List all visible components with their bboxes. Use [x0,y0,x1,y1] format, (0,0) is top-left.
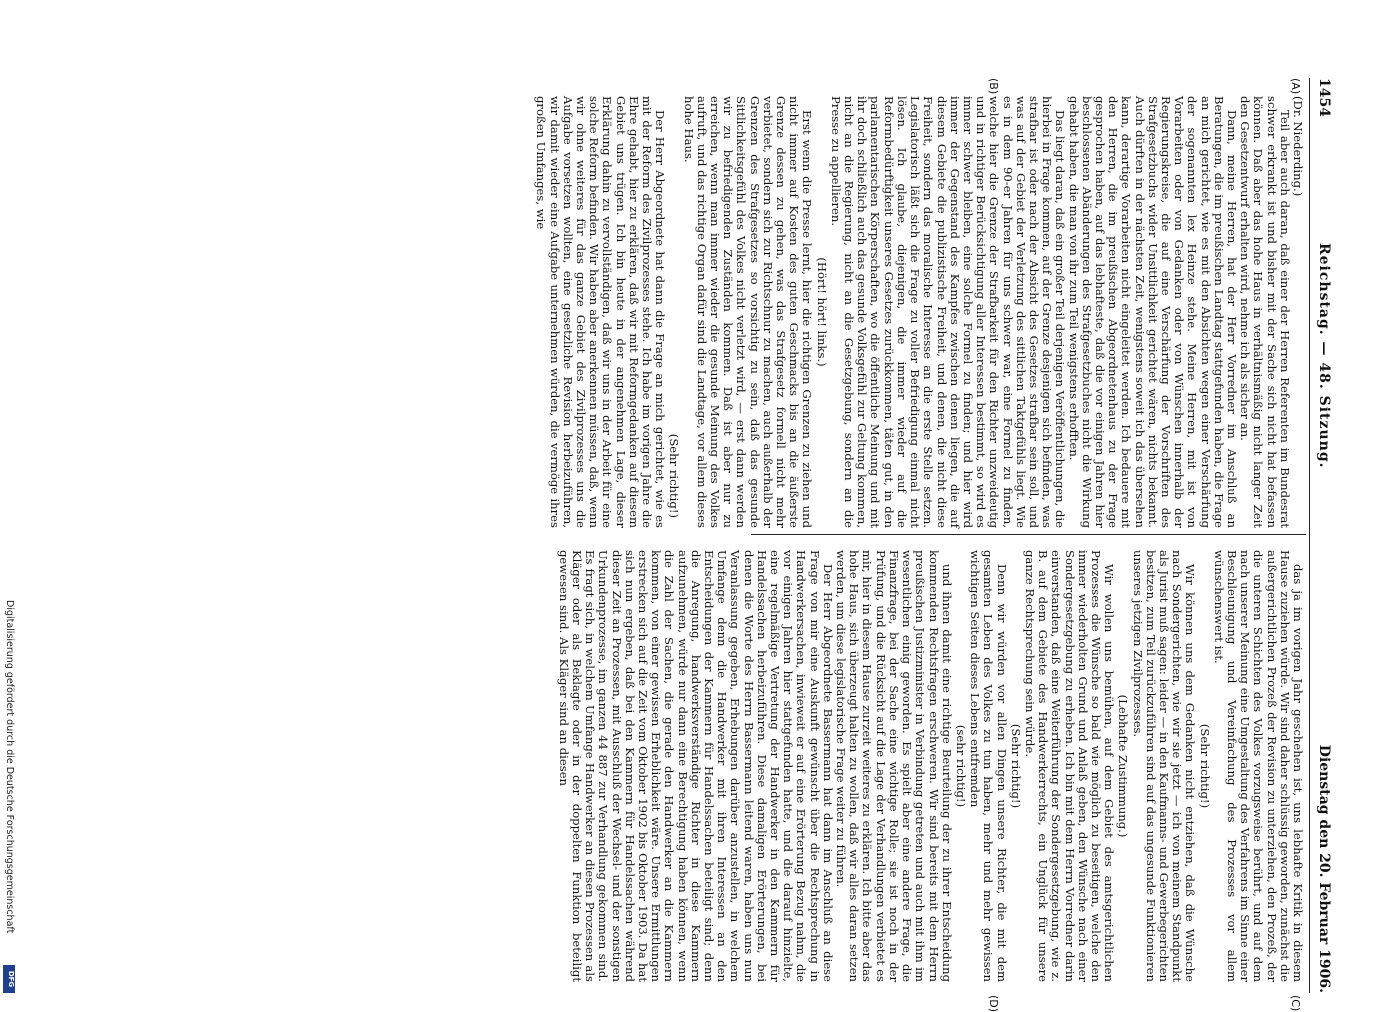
right-text-column [557,550,1304,982]
paragraph: Wir wollen uns bemühen, auf dem Gebiet des amtsgerichtlichen Prozesses die Wünsche so bald wie möglich zu beseitigen, welche den immer wiederholten Grund und Anlaß geben, den Wünsche nach einer Sondergesetzgebung zu erheben. Ich bin mit dem Herrn Vorredner darin einverstanden, daß eine Weiterführung der Sondergesetzgebung, wie z. B. auf dem Gebiete des Handwerkerrechts, ein Unglück für unsere ganze Rechtsprechung sein würde. [1022,550,1117,982]
margin-marker-d: (D) [987,995,1000,1012]
header-rule [1309,78,1310,993]
header-date: Dienstag den 20. Februar 1906. [1316,744,1332,993]
speaker-label: (Dr. Niederding.) [1291,96,1305,197]
paragraph: Erst wenn die Presse lernt, hier die richtigen Grenzen zu ziehen und nicht immer auf Kosten des guten Geschmacks bis an die äußerste Grenze dessen zu gehen, was das Strafgesetz formell nicht mehr verbietet, sondern sich zur Richtschnur zu machen, auch außerhalb der Grenzen des Strafgesetzes so vorsichtig zu sein, daß das gesunde Sittlichkeitsgefühl des Volkes nicht verletzt wird, — erst dann werden wir zu befriedigenden Zuständen kommen. Daß ist aber nur zu erreichen, wenn man immer wieder die gesunde Meinung des Volkes aufruft, und das richtige Organ dafür sind die Landtage, vor allem dieses hohe Haus. [681,96,815,528]
paragraph: das ja im vorigen Jahr geschehen ist, uns lebhafte Kritik in diesem Hause zuziehen würde. Wir sind daher schlüssig geworden, zunächst die außergerichtlichen Prozeß der Revision zu unterziehen, den Prozeß, der die unteren Schichten des Volkes vorzugsweise berührt, und auf dem nach unserer Meinung eine Umgestaltung des Verfahrens im Sinne einer Beschleunigung und Vereinfachung des Prozesses vor allem wünschenswert ist. [1211,550,1305,982]
paragraph: und ihnen damit eine richtige Beurteilung der zu ihrer Entscheidung kommenden Rechtsfragen erschweren. Wir sind bereits mit dem Herrn preußischen Justizminister in Verbindung getreten und auch mit ihm im wesentlichen einig geworden. Es spielt aber eine andere Frage, die Finanzfrage, bei der Sache eine wichtige Rolle; sie ist noch in der Prüfung, und die Rücksicht auf die Lage der Verhandlungen verbietet es mir, hier in diesem Hause zurzeit weiteres zu erklären. Ich bitte aber das hohe Haus, sich überzeugt halten zu wollen, daß wir alles daran setzen werden, um diese legislatorische Frage weiter zu führen. [834,550,954,982]
paragraph: Dann, meine Herren, hat der Herr Vorredner im Anschluß an Beratungen, die im preußischen Landtag stattgefunden haben, die Frage an mich gerichtet, wie es mit den Absichten wegen einer Verschärfung der sogenannten lex Heinze stehe. Meine Herren, mit ist von Vorarbeiten oder von Gedanken oder von Wünschen innerhalb der Regierungskreise, die auf eine Verschärfung der Vorschriften des Strafgesetzbuchs wider Unsittlichkeit gerichtet wären, nichts bekannt. Auch dürften in der nächsten Zeit, wenigstens soweit ich das übersehen kann, derartige Vorarbeiten nicht eingeleitet werden. Ich bedauere mit den Herren, die im preußischen Abgeordnetenhaus zu der Frage gesprochen haben, auf das lebhafteste, daß die vor einigen Jahren hier beschlossenen Abänderungen des Strafgesetzbuches nicht die Wirkung gehabt haben, die man von ihr zum Teil wenigstens erhofften. [1066,96,1239,528]
digitization-credit-text: Digitalisierung gefördert durch die Deutsche Forschungsgemeinschaft [4,600,15,934]
header-title: Reichstag. — 48. Sitzung. [1316,243,1332,469]
interjection: (sehr richtig!) [953,724,968,808]
digitization-credit [2,600,16,980]
dfg-logo-text: DFG [7,970,16,988]
margin-marker-c: (C) [1289,995,1302,1012]
page-number: 1454 [1316,78,1332,117]
paragraph: Das liegt daran, daß ein großer Teil derjenigen Veröffentlichungen, die hierbei in Frage kommen, auf der Grenze desjenigen sich befinden, was strafbar ist oder nach der Absicht des Gesetzes strafbar sein soll, und was auf der Gebiet der Verletzung des sittlichen Taktgefühls liegt. Wie es in dem 90-er Jahren für uns schwer war, eine Formel zu finden, welche hier die Grenze der Strafbarkeit für den Richter unzweideutig und in richtiger Berücksichtigung aller Interessen bestimmt, so wird es immer schwer bleiben, eine solche Formel zu finden; und hier wird immer der Gegenstand des Kampfes zwischen denen liegen, die auf diesem Gebiete die publizistische Freiheit, und denen, die nicht diese Freiheit, sondern das moralische Interesse an die erste Stelle setzen. Legislatorisch läßt sich die Frage zu voller Befriedigung einmal nicht lösen. Ich glaube, diejenigen, die immer wieder auf die Reformbedürftigkeit unseres Gesetzes zurückkommen, täten gut, in den parlamentarischen Körperschaften, wo die öffentliche Meinung und mit ihr doch schließlich auch das gesunde Volksgefühl zur Geltung kommen, nicht an die Regierung, nicht an die Gesetzgebung, sondern an die Presse zu appellieren. [828,96,1068,528]
paragraph: Der Herr Abgeordnete Bassermann hat dann im Anschluß an diese Frage von mir eine Auskunft gewünscht über die Rechtsprechung in Handwerkersachen, inwieweit er auf eine Erörterung Bezug nahm, die vor einigen Jahren hier stattgefunden hatte, und die darauf hinzielte, eine regelmäßige Vertretung der Handwerker in den Kammern für Handelssachen herbeizuführen. Diese damaligen Erörterungen, bei denen die Worte des Herrn Bassermann leitend waren, haben uns nun Veranlassung gegeben, Erhebungen darüber anzustellen, in welchem Umfange denn die Handwerker mit ihren Interessen an den Entscheidungen der Kammern für Handelssachen beteiligt sind; denn die Anregung, handwerksverständige Richter in diese Kammern aufzunehmen, würde nur dann eine Berechtigung haben können, wenn die Zahl der Sachen, die gerade den Handwerker an die Kammern kommen, von einer gewissen Erheblichkeit wäre. Unsere Ermittlungen erstrecken sich auf die Zeit vom Oktober 1902 bis Oktober 1903. Da hat sich nun ergeben, daß bei den Kammern für Handelssachen während dieser Zeit an Prozessen, mit Ausschluß der Wechsel- und der sonstigen Urkundenprozesse, im ganzen 44 887 zur Verhandlung gekommen sind. Es fragt sich, in welchem Umfange Handwerker an diesen Prozessen als Kläger oder als Beklagte oder in der doppelten Funktion beteiligt gewesen sind. Als Kläger sind an diesen [556,550,835,982]
paragraph: Der Herr Abgeordnete hat dann die Frage an mich gerichtet, wie es mit der Reform des Zivilprozesses stehe. Ich habe im vorigen Jahre die Ehre gehabt, hier zu erklären, daß wir mit Reformgedanken auf diesem Gebiet uns trügen. Ich bin heute in der angenehmen Lage, dieser Erklärung dahin zu vervollständigen, daß wir uns in der Arbeit für eine solche Reform befinden. Wir haben aber anerkennen müssen, daß, wenn wir ohne weiteres für das ganze Gebiet des Zivilprozesses uns die Aufgabe vorsetzen wollten, eine gesetzliche Revision herbeizuführen, wir damit wieder eine Aufgabe unternehmen würden, die vermöge ihres großen Umfanges, wie [534,96,668,528]
paragraph: Denn wir würden vor allen Dingen unsere Richter, die mit dem gesamten Leben des Volkes zu tun haben, mehr und mehr gewissen wichtigen Seiten dieses Lebens entfremden [968,550,1009,982]
paragraph: Teil aber auch daran, daß einer der Herren Referenten im Bundesrat schwer erkrankt ist und bisher mit der Sache sich nicht hat befassen können. Daß aber das hohe Haus in verhältnismäßig nicht langer Zeit den Gesetzentwurf erhalten wird, nehme ich als sicher an. [1238,96,1292,528]
paragraph: Wir können uns dem Gedanken nicht entziehen, daß die Wünsche nach Sondergerichten, wie wir sie jetzt — ich von meinem Standpunkt als Jurist muß sagen: leider — in den Kaufmanns- und Gewerbegerichten besitzen, zum Teil zurückzuführen sind auf das ungesunde Funktionieren unseres jetzigen Zivilprozesses. [1130,550,1198,982]
interjection: (Lebhafte Zustimmung.) [1116,694,1131,838]
interjection: (Sehr richtig!) [1008,723,1023,809]
margin-marker-b: (B) [987,78,1000,95]
left-text-column [534,96,1304,528]
rotated-scanned-page [62,78,1332,1012]
dfg-logo [3,965,15,993]
interjection: (Sehr richtig!) [667,433,682,518]
interjection: (Sehr richtig!) [1197,723,1212,809]
page-header [1312,78,1332,993]
column-divider [751,534,1306,535]
interjection: (Hört! hört! links.) [814,257,829,367]
margin-marker-a: (A) [1289,78,1302,95]
